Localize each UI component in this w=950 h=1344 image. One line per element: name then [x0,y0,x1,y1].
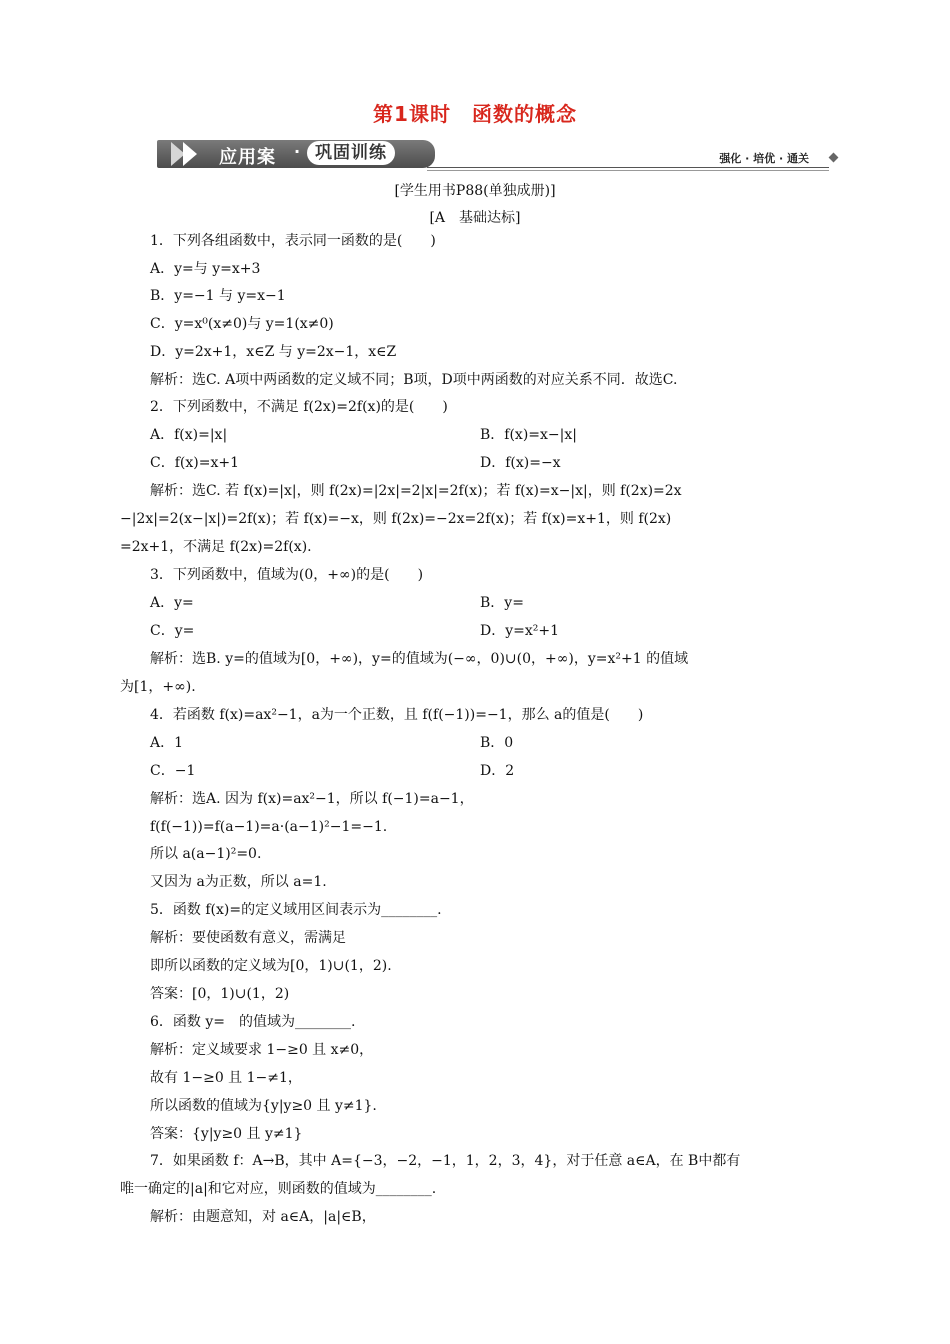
option-text: D．y=2x+1，x∈Z 与 y=2x−1，x∈Z [150,344,397,360]
option-text: B．y=−1 与 y=x−1 [150,288,286,304]
banner-separator: · [294,142,301,161]
solution-text: 即所以函数的定义域为[0，1)∪(1，2). [150,958,392,974]
option-text: A．y= [150,595,194,611]
question-text: 1．下列各组函数中，表示同一函数的是( ) [150,233,436,249]
option-text: A．1 [150,735,184,751]
question-text: 2．下列函数中，不满足 f(2x)=2f(x)的是( ) [150,399,448,415]
section-label: [A 基础达标] [429,210,521,226]
option-text: D．y=x²+1 [480,623,560,639]
question-text: 7．如果函数 f：A→B，其中 A={−3，−2，−1，1，2，3，4}，对于任意 a∈A，在 B中都有 [150,1153,741,1169]
question-text: 5．函数 f(x)=的定义域用区间表示为________. [150,902,442,918]
book-reference: [学生用书P88(单独成册)] [394,183,556,199]
question-text: 6．函数 y= 的值域为________. [150,1014,356,1030]
option-text: C．f(x)=x+1 [150,455,239,471]
banner-bar [157,140,435,168]
question-text: 唯一确定的|a|和它对应，则函数的值域为________. [120,1181,437,1197]
chevron-right-icon [183,142,197,166]
banner-left-label: 应用案 [219,147,276,168]
option-text: C．y=x⁰(x≠0)与 y=1(x≠0) [150,316,334,332]
banner-rule-secondary [427,170,829,171]
banner-right-label: 巩固训练 [307,141,395,165]
option-text: B．y= [480,595,524,611]
question-text: 4．若函数 f(x)=ax²−1，a为一个正数，且 f(f(−1))=−1，那么 a的值是( ) [150,707,644,723]
diamond-icon [829,153,839,163]
option-text: B．0 [480,735,514,751]
solution-text: 解析：选C. A项中两函数的定义域不同；B项，D项中两函数的对应关系不同．故选C. [150,372,678,388]
answer-text: 答案：{y|y≥0 且 y≠1} [150,1126,303,1142]
question-text: 3．下列函数中，值域为(0，+∞)的是( ) [150,567,424,583]
solution-text: 解析：选B. y=的值域为[0，+∞)，y=的值域为(−∞，0)∪(0，+∞)，y=x²+1 的值域 [150,651,689,667]
section-banner [157,140,837,170]
banner-rule [427,167,829,168]
solution-text: 为[1，+∞). [120,679,196,695]
option-text: D．f(x)=−x [480,455,561,471]
solution-text: 解析：选C. 若 f(x)=|x|，则 f(2x)=|2x|=2|x|=2f(x)；若 f(x)=x−|x|，则 f(2x)=2x [150,483,682,499]
option-text: C．−1 [150,763,196,779]
answer-text: 答案：[0，1)∪(1，2) [150,986,290,1002]
option-text: C．y= [150,623,195,639]
solution-text: 解析：定义域要求 1−≥0 且 x≠0， [150,1042,374,1058]
option-text: A．y=与 y=x+3 [150,261,261,277]
option-text: B．f(x)=x−|x| [480,427,577,443]
solution-text: 所以函数的值域为{y|y≥0 且 y≠1}. [150,1098,377,1114]
option-text: A．f(x)=|x| [150,427,228,443]
solution-text: 解析：由题意知，对 a∈A，|a|∈B， [150,1209,376,1225]
page-title: 第1课时 函数的概念 [373,102,577,126]
solution-text: 又因为 a为正数，所以 a=1. [150,874,327,890]
solution-text: −|2x|=2(x−|x|)=2f(x)；若 f(x)=−x，则 f(2x)=−2x=2f(x)；若 f(x)=x+1，则 f(2x) [120,511,672,527]
solution-text: =2x+1，不满足 f(2x)=2f(x). [120,539,312,555]
solution-text: 所以 a(a−1)²=0. [150,846,262,862]
solution-text: 解析：选A. 因为 f(x)=ax²−1，所以 f(−1)=a−1， [150,791,474,807]
solution-text: f(f(−1))=f(a−1)=a·(a−1)²−1=−1. [150,819,388,835]
option-text: D．2 [480,763,515,779]
banner-tagline: 强化 · 培优 · 通关 [719,152,809,165]
solution-text: 解析：要使函数有意义，需满足 [150,930,346,946]
solution-text: 故有 1−≥0 且 1−≠1， [150,1070,302,1086]
